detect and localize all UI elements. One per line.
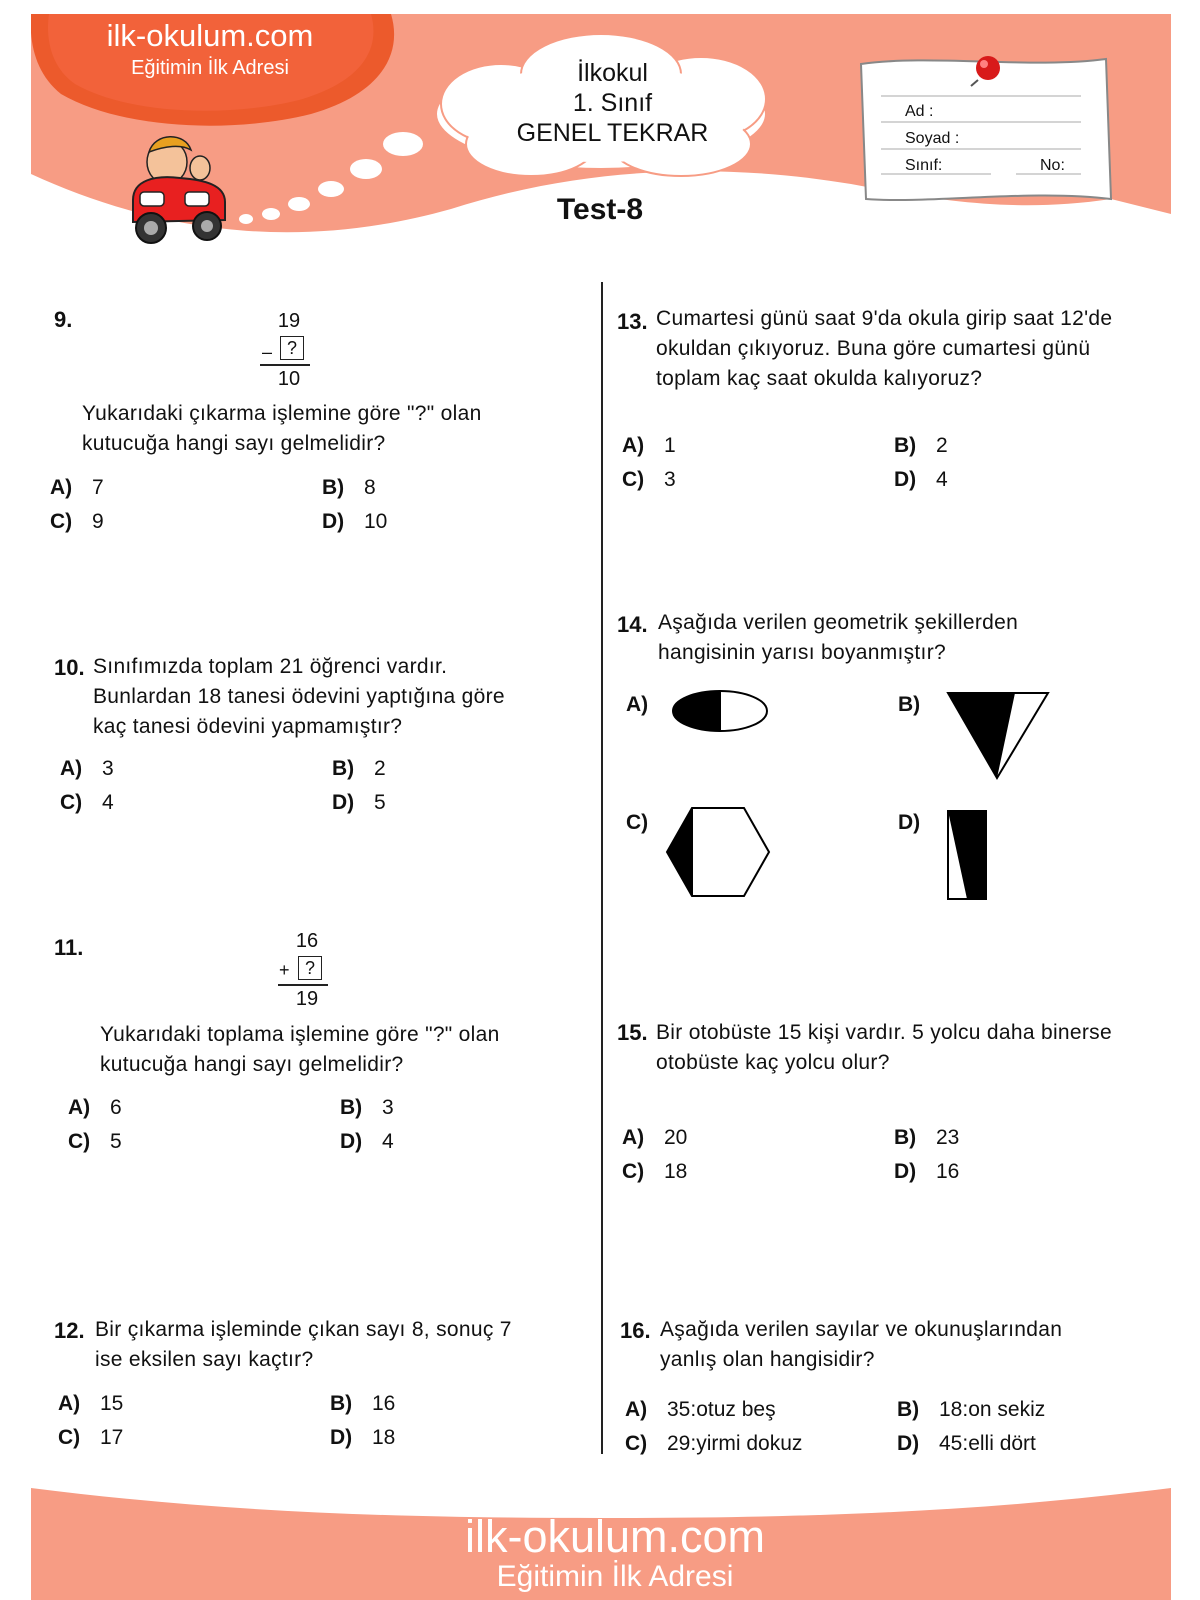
- q16-text-line1: Aşağıda verilen sayılar ve okunuşlarından: [660, 1318, 1063, 1341]
- q12-text-line2: ise eksilen sayı kaçtır?: [95, 1348, 314, 1371]
- q13-option-c[interactable]: C) 3: [622, 468, 676, 491]
- q15-option-d[interactable]: D) 16: [894, 1160, 960, 1183]
- test-title: Test-8: [556, 193, 644, 226]
- q12-option-c[interactable]: C) 17: [58, 1426, 124, 1449]
- card-class-label: Sınıf:: [905, 157, 943, 174]
- q14-text-line1: Aşağıda verilen geometrik şekillerden: [658, 611, 1019, 634]
- cloud-line-subject: GENEL TEKRAR: [516, 119, 709, 147]
- q14-option-c-label[interactable]: C): [626, 811, 649, 834]
- q10-text-line1: Sınıfımızda toplam 21 öğrenci vardır.: [93, 655, 448, 678]
- q9-number: 9.: [54, 307, 73, 332]
- q10-option-a[interactable]: A) 3: [60, 757, 114, 780]
- cloud-title: [460, 58, 765, 148]
- q15-text-line1: Bir otobüste 15 kişi vardır. 5 yolcu daha binerse: [656, 1021, 1112, 1044]
- cloud-line-grade: 1. Sınıf: [572, 89, 653, 117]
- q15-number: 15.: [617, 1020, 648, 1045]
- q14-text-line2: hangisinin yarısı boyanmıştır?: [658, 641, 946, 664]
- card-number-label: No:: [1040, 157, 1065, 174]
- q12-option-d[interactable]: D) 18: [330, 1426, 396, 1449]
- q14-number: 14.: [617, 612, 648, 637]
- q9-option-c[interactable]: C) 9: [50, 510, 104, 533]
- q10-option-b[interactable]: B) 2: [332, 757, 386, 780]
- q13-text-line2: okuldan çıkıyoruz. Buna göre cumartesi günü: [656, 337, 1091, 360]
- q10-number: 10.: [54, 655, 85, 680]
- q9-result-line: [260, 364, 310, 366]
- q11-text-line1: Yukarıdaki toplama işlemine göre "?" olan: [100, 1023, 500, 1046]
- q16-option-a[interactable]: A) 35:otuz beş: [625, 1398, 776, 1421]
- q9-result: 10: [277, 368, 301, 390]
- footer-site-name: ilk-okulum.com: [464, 1511, 766, 1562]
- cloud-line-school: İlkokul: [577, 59, 648, 87]
- q16-option-b[interactable]: B) 18:on sekiz: [897, 1398, 1046, 1421]
- q15-text-line2: otobüste kaç yolcu olur?: [656, 1051, 890, 1074]
- q10-text-line3: kaç tanesi ödevini yapmamıştır?: [93, 715, 403, 738]
- q11-top-number: 16: [295, 930, 319, 952]
- q11-unknown-box: ?: [298, 956, 322, 980]
- column-divider: [601, 282, 603, 1454]
- q9-unknown-box: ?: [280, 336, 304, 360]
- q11-result: 19: [295, 988, 319, 1010]
- q9-option-a[interactable]: A) 7: [50, 476, 104, 499]
- q15-option-c[interactable]: C) 18: [622, 1160, 688, 1183]
- q11-number: 11.: [54, 935, 84, 960]
- q16-number: 16.: [620, 1318, 651, 1343]
- q15-option-a[interactable]: A) 20: [622, 1126, 688, 1149]
- q14-option-b-triangle-shape[interactable]: [945, 690, 1051, 782]
- q9-top-number: 19: [277, 310, 301, 332]
- q12-option-a[interactable]: A) 15: [58, 1392, 124, 1415]
- q12-text-line1: Bir çıkarma işleminde çıkan sayı 8, sonuç 7: [95, 1318, 512, 1341]
- q9-option-b[interactable]: B) 8: [322, 476, 376, 499]
- q9-operator: –: [262, 342, 273, 362]
- card-name-label: Ad :: [905, 103, 934, 120]
- q15-option-b[interactable]: B) 23: [894, 1126, 960, 1149]
- card-surname-label: Soyad :: [905, 130, 960, 147]
- q14-option-a-label[interactable]: A): [626, 693, 649, 716]
- q10-option-c[interactable]: C) 4: [60, 791, 114, 814]
- q11-option-a[interactable]: A) 6: [68, 1096, 122, 1119]
- q14-option-d-rectangle-shape[interactable]: [945, 808, 989, 902]
- q13-text-line3: toplam kaç saat okulda kalıyoruz?: [656, 367, 983, 390]
- q10-text-line2: Bunlardan 18 tanesi ödevini yaptığına göre: [93, 685, 505, 708]
- q14-option-d-label[interactable]: D): [898, 811, 921, 834]
- q9-option-d[interactable]: D) 10: [322, 510, 388, 533]
- q14-option-b-label[interactable]: B): [898, 693, 921, 716]
- q13-option-b[interactable]: B) 2: [894, 434, 948, 457]
- car-cartoon-icon: [125, 130, 235, 248]
- q14-option-c-hexagon-shape[interactable]: [664, 805, 772, 899]
- q11-option-b[interactable]: B) 3: [340, 1096, 394, 1119]
- q13-text-line1: Cumartesi günü saat 9'da okula girip saat 12'de: [656, 307, 1113, 330]
- q11-result-line: [278, 984, 328, 986]
- q10-option-d[interactable]: D) 5: [332, 791, 386, 814]
- q16-text-line2: yanlış olan hangisidir?: [660, 1348, 875, 1371]
- q13-number: 13.: [617, 309, 648, 334]
- logo-site-name: ilk-okulum.com: [106, 18, 314, 53]
- q12-option-b[interactable]: B) 16: [330, 1392, 396, 1415]
- q11-option-c[interactable]: C) 5: [68, 1130, 122, 1153]
- q13-option-d[interactable]: D) 4: [894, 468, 948, 491]
- q14-option-a-ellipse-shape[interactable]: [670, 688, 770, 734]
- q12-number: 12.: [54, 1318, 85, 1343]
- q16-option-c[interactable]: C) 29:yirmi dokuz: [625, 1432, 803, 1455]
- q11-operator: +: [279, 960, 290, 980]
- q11-text-line2: kutucuğa hangi sayı gelmelidir?: [100, 1053, 404, 1076]
- footer-slogan: Eğitimin İlk Adresi: [496, 1560, 734, 1593]
- logo-slogan: Eğitimin İlk Adresi: [131, 57, 289, 79]
- q11-option-d[interactable]: D) 4: [340, 1130, 394, 1153]
- q16-option-d[interactable]: D) 45:elli dört: [897, 1432, 1036, 1455]
- q9-text-line1: Yukarıdaki çıkarma işlemine göre "?" olan: [82, 402, 482, 425]
- q13-option-a[interactable]: A) 1: [622, 434, 676, 457]
- pushpin-icon: [968, 52, 1004, 88]
- q9-text-line2: kutucuğa hangi sayı gelmelidir?: [82, 432, 386, 455]
